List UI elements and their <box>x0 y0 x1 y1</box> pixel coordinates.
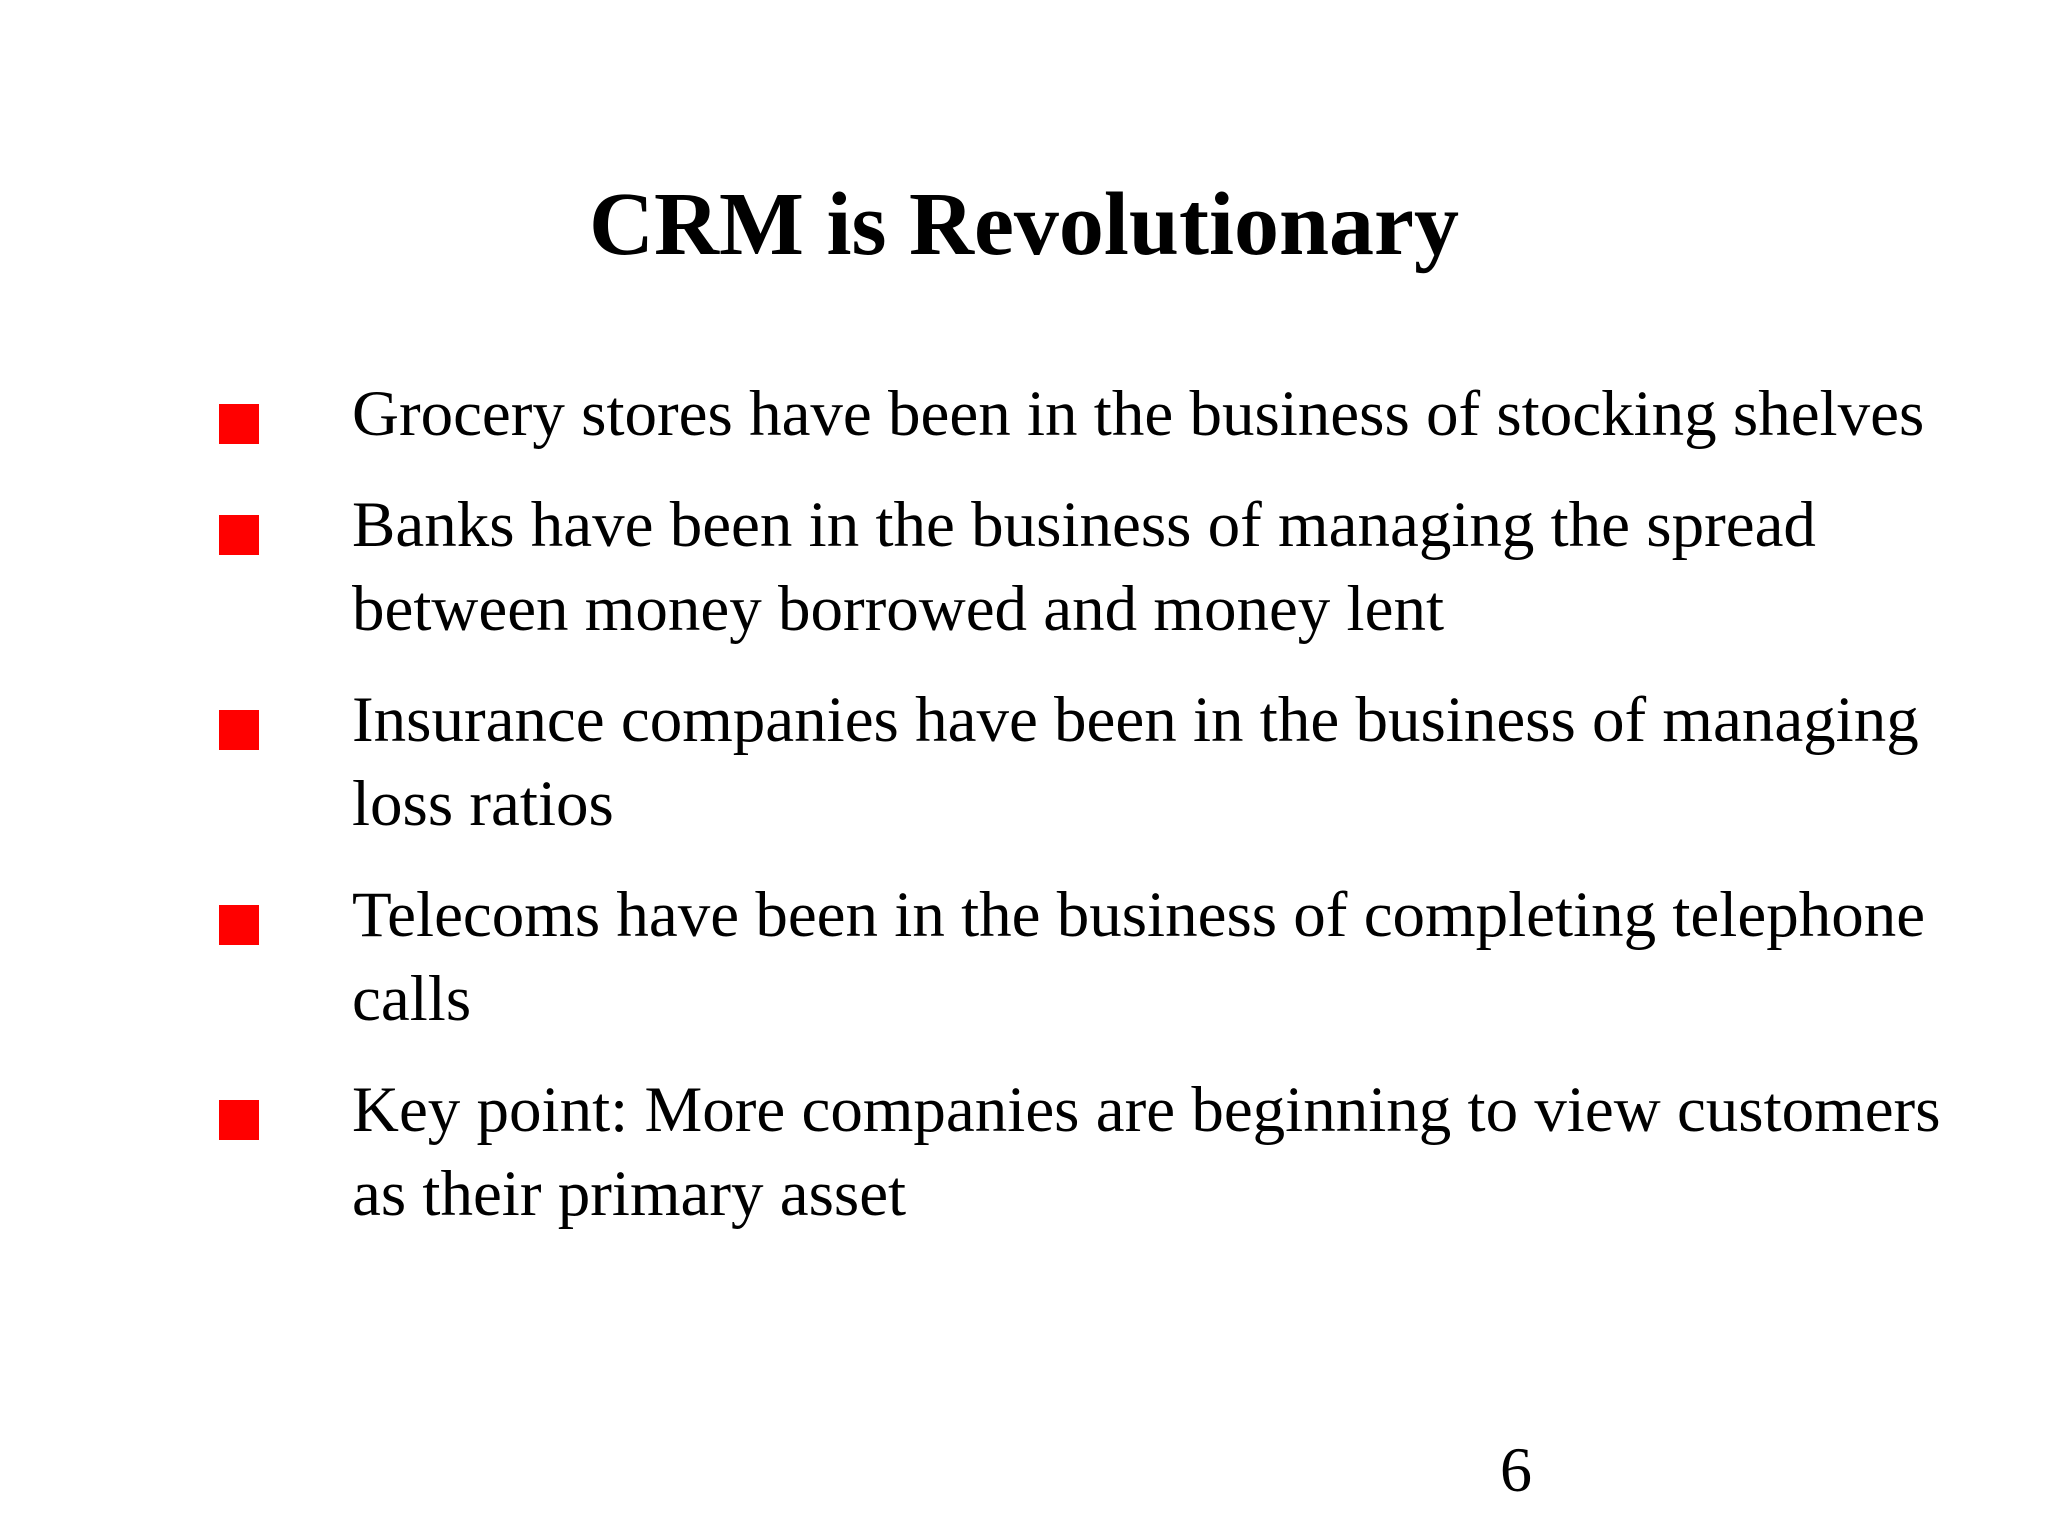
bullet-item <box>219 372 1979 456</box>
bullet-item <box>219 873 1979 1041</box>
bullet-text: Banks have been in the business of managing the spread between money borrowed and money lent <box>352 489 1816 645</box>
square-bullet-icon <box>219 905 259 945</box>
bullet-text: Key point: More companies are beginning to view customers as their primary asset <box>352 1074 1941 1230</box>
page-number: 6 <box>1500 1434 1532 1505</box>
square-bullet-icon <box>219 515 259 555</box>
bullet-list <box>219 372 1979 1263</box>
square-bullet-icon <box>219 1100 259 1140</box>
bullet-item <box>219 1068 1979 1236</box>
bullet-text: Grocery stores have been in the business of stocking shelves <box>352 378 1925 450</box>
bullet-item <box>219 483 1979 651</box>
bullet-text: Telecoms have been in the business of completing telephone calls <box>352 879 1926 1035</box>
square-bullet-icon <box>219 710 259 750</box>
square-bullet-icon <box>219 404 259 444</box>
bullet-text: Insurance companies have been in the business of managing loss ratios <box>352 684 1919 840</box>
bullet-item <box>219 678 1979 846</box>
slide-title: CRM is Revolutionary <box>589 175 1459 274</box>
